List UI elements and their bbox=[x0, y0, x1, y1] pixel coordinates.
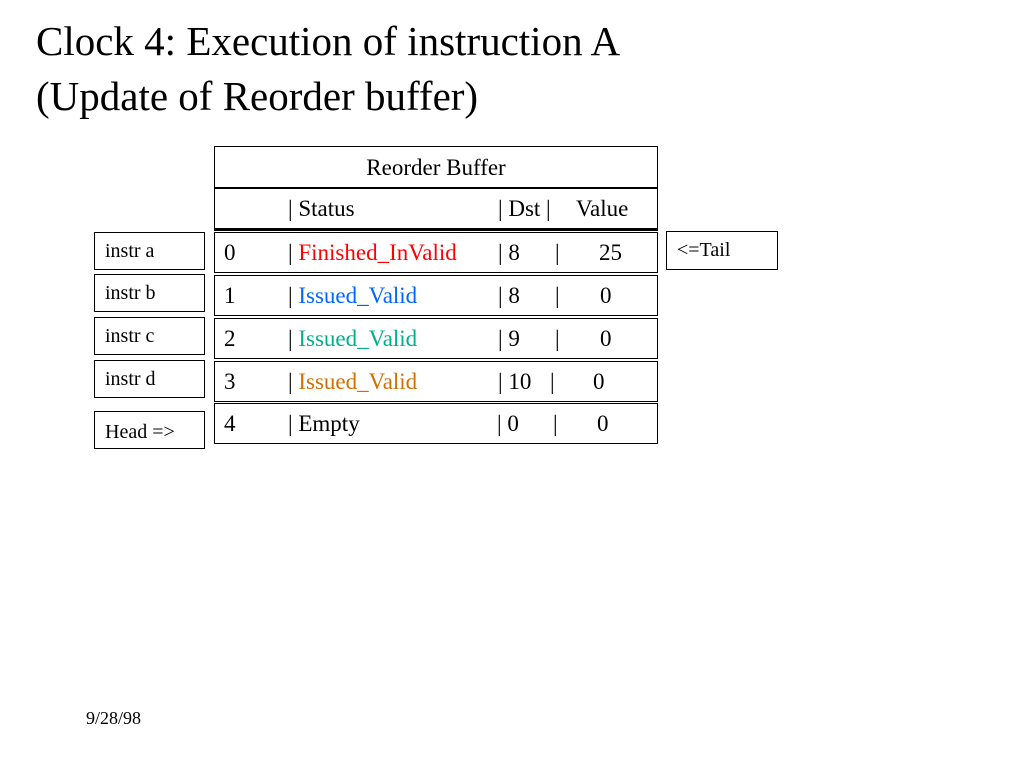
footer-date: 9/28/98 bbox=[86, 708, 142, 728]
entry-status: | Issued_Valid bbox=[288, 369, 418, 394]
rob-entry-2 bbox=[214, 318, 658, 359]
label-instr-b: instr b bbox=[94, 274, 205, 312]
status-text: Issued_Valid bbox=[298, 283, 418, 308]
entry-separator: | bbox=[550, 369, 555, 394]
label-instr-a: instr a bbox=[94, 232, 205, 270]
entry-separator: | bbox=[555, 326, 560, 351]
column-header-value: Value bbox=[576, 196, 629, 221]
entry-dst: | 0 bbox=[497, 411, 519, 436]
status-text: Empty bbox=[298, 411, 360, 436]
status-text: Finished_InValid bbox=[298, 240, 457, 265]
entry-dst: | 9 bbox=[498, 326, 520, 351]
entry-separator: | bbox=[553, 411, 558, 436]
column-header-dst: | Dst | bbox=[498, 196, 551, 221]
entry-status: | Issued_Valid bbox=[288, 283, 418, 308]
entry-index: 0 bbox=[224, 240, 236, 265]
rob-entry-4 bbox=[214, 403, 658, 444]
reorder-buffer-caption: Reorder Buffer bbox=[214, 146, 658, 188]
entry-dst: | 8 bbox=[498, 283, 520, 308]
entry-value: 0 bbox=[600, 326, 612, 351]
entry-index: 4 bbox=[224, 411, 236, 436]
entry-status: | Issued_Valid bbox=[288, 326, 418, 351]
entry-value: 0 bbox=[597, 411, 609, 436]
entry-separator: | bbox=[555, 283, 560, 308]
column-header-status: | Status bbox=[288, 196, 355, 221]
entry-dst: | 8 bbox=[498, 240, 520, 265]
label-instr-d: instr d bbox=[94, 360, 205, 398]
rob-entry-3 bbox=[214, 361, 658, 402]
status-text: Issued_Valid bbox=[298, 326, 418, 351]
rob-entry-0 bbox=[214, 232, 658, 273]
entry-index: 2 bbox=[224, 326, 236, 351]
title-line-2: (Update of Reorder buffer) bbox=[36, 73, 479, 119]
entry-separator: | bbox=[555, 240, 560, 265]
title-line-1: Clock 4: Execution of instruction A bbox=[36, 18, 621, 64]
slide-title bbox=[36, 14, 620, 124]
entry-value: 0 bbox=[600, 283, 612, 308]
entry-index: 1 bbox=[224, 283, 236, 308]
entry-value: 25 bbox=[599, 240, 622, 265]
rob-entry-1 bbox=[214, 275, 658, 316]
entry-index: 3 bbox=[224, 369, 236, 394]
entry-status: | Empty bbox=[288, 411, 360, 436]
entry-dst: | 10 bbox=[498, 369, 532, 394]
label-instr-c: instr c bbox=[94, 317, 205, 355]
status-text: Issued_Valid bbox=[298, 369, 418, 394]
reorder-buffer-column-header bbox=[214, 188, 658, 231]
label-tail-pointer: <=Tail bbox=[666, 231, 778, 270]
label-head-pointer: Head => bbox=[94, 411, 205, 449]
entry-status: | Finished_InValid bbox=[288, 240, 457, 265]
entry-value: 0 bbox=[593, 369, 605, 394]
